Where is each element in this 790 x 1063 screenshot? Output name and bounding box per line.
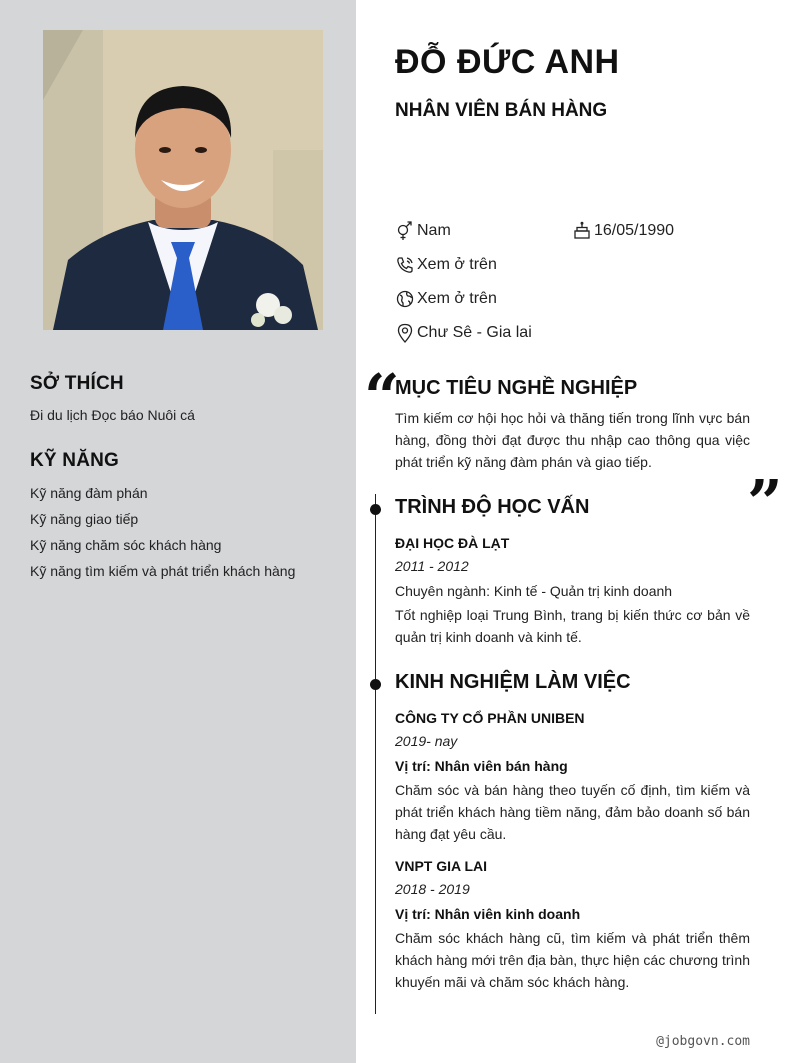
skill-item: Kỹ năng chăm sóc khách hàng bbox=[30, 537, 222, 553]
candidate-position: NHÂN VIÊN BÁN HÀNG bbox=[395, 100, 608, 121]
timeline-dot bbox=[370, 679, 381, 690]
experience-title: KINH NGHIỆM LÀM VIỆC bbox=[395, 671, 631, 693]
birthday-cake-icon bbox=[572, 221, 592, 241]
sidebar bbox=[0, 0, 356, 1063]
address-value: Chư Sê - Gia lai bbox=[417, 324, 532, 341]
birthdate-value: 16/05/1990 bbox=[594, 222, 675, 239]
skill-item: Kỹ năng đàm phán bbox=[30, 485, 148, 501]
quote-close-icon: ” bbox=[747, 466, 783, 539]
timeline-dot bbox=[370, 504, 381, 515]
job-description: Chăm sóc và bán hàng theo tuyến cố định, tìm kiếm và phát triển khách hàng tiềm năng, đảm bảo doanh số bán hàng đạt yêu cầu. bbox=[395, 782, 750, 842]
job-period: 2019- nay bbox=[395, 733, 458, 749]
hobbies-title: SỞ THÍCH bbox=[30, 373, 124, 394]
skill-item: Kỹ năng tìm kiếm và phát triển khách hàng bbox=[30, 563, 296, 579]
job-period: 2018 - 2019 bbox=[395, 881, 470, 897]
job-role: Vị trí: Nhân viên kinh doanh bbox=[395, 906, 581, 922]
address-row bbox=[395, 323, 532, 343]
globe-icon bbox=[395, 289, 415, 309]
quote-open-icon: “ bbox=[364, 360, 400, 433]
education-title: TRÌNH ĐỘ HỌC VẤN bbox=[395, 496, 590, 518]
education-description: Tốt nghiệp loại Trung Bình, trang bị kiến thức cơ bản về quản trị kinh doanh và kinh tế. bbox=[395, 607, 750, 645]
profile-photo bbox=[43, 30, 323, 330]
skills-title: KỸ NĂNG bbox=[30, 450, 120, 471]
gender-icon bbox=[395, 221, 415, 241]
skills-list bbox=[30, 485, 340, 589]
job-company: VNPT GIA LAI bbox=[395, 858, 488, 874]
timeline-line bbox=[375, 494, 376, 1014]
objective-title: MỤC TIÊU NGHỀ NGHIỆP bbox=[395, 377, 638, 399]
candidate-name: ĐỖ ĐỨC ANH bbox=[395, 43, 620, 81]
phone-icon bbox=[395, 255, 415, 275]
skills-section bbox=[30, 450, 340, 589]
education-school: ĐẠI HỌC ĐÀ LẠT bbox=[395, 535, 510, 551]
footer-watermark: @jobgovn.com bbox=[656, 1034, 750, 1049]
hobbies-section bbox=[30, 373, 340, 423]
education-major: Chuyên ngành: Kinh tế - Quản trị kinh doanh bbox=[395, 583, 673, 599]
phone-value: Xem ở trên bbox=[417, 256, 497, 273]
gender-row bbox=[395, 221, 451, 241]
job-role: Vị trí: Nhân viên bán hàng bbox=[395, 758, 568, 774]
objective-text: Tìm kiếm cơ hội học hỏi và thăng tiến trong lĩnh vực bán hàng, đồng thời đạt được thu nhập cao thông qua việc phát triển kỹ năng đàm phán và giao tiếp. bbox=[395, 410, 750, 470]
website-row bbox=[395, 289, 497, 309]
job-description: Chăm sóc khách hàng cũ, tìm kiếm và phát triển thêm khách hàng mới trên địa bàn, thực hiện các chương trình khuyến mãi và chăm sóc khách hàng. bbox=[395, 930, 750, 990]
location-pin-icon bbox=[395, 323, 415, 343]
gender-value: Nam bbox=[417, 222, 451, 239]
website-value: Xem ở trên bbox=[417, 290, 497, 307]
phone-row bbox=[395, 255, 497, 275]
education-period: 2011 - 2012 bbox=[395, 558, 469, 574]
hobbies-text: Đi du lịch Đọc báo Nuôi cá bbox=[30, 407, 195, 423]
job-company: CÔNG TY CỔ PHẦN UNIBEN bbox=[395, 710, 585, 726]
skill-item: Kỹ năng giao tiếp bbox=[30, 511, 139, 527]
birthdate-row bbox=[572, 221, 674, 241]
